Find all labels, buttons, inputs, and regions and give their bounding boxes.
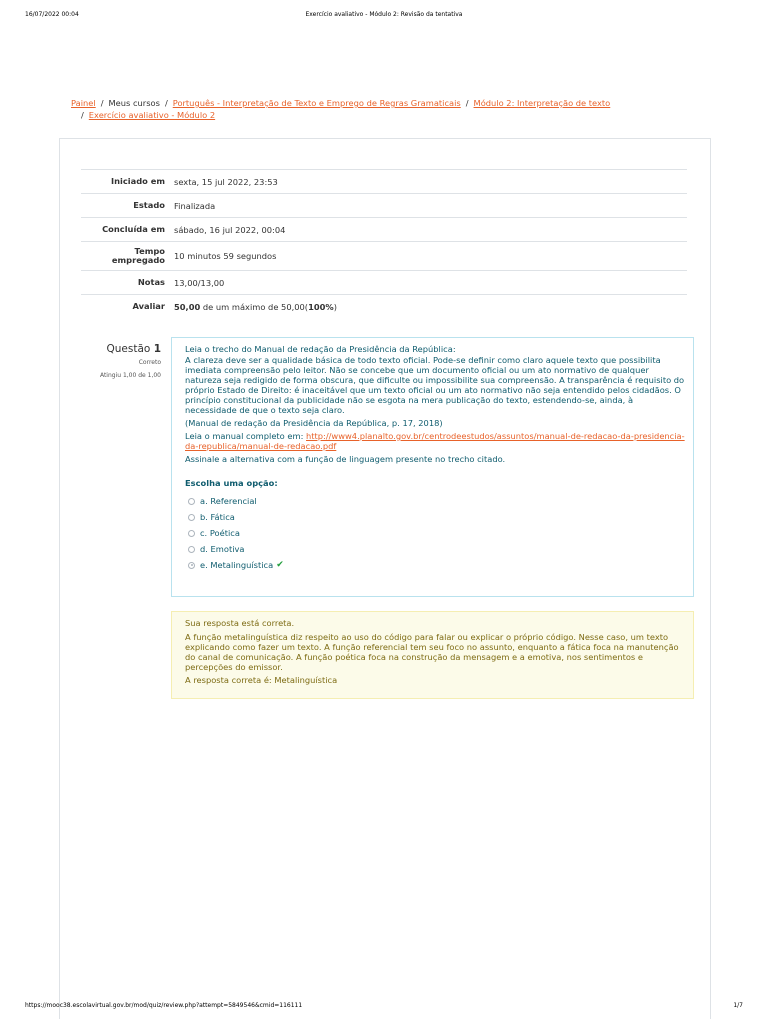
question-feedback [171,611,694,699]
choose-option-prompt: Escolha uma opção: [185,478,278,488]
answer-option[interactable]: c. Poética [185,525,687,541]
summary-row-completed [81,218,687,242]
grade-percent: 100% [308,301,334,312]
breadcrumb-separator: / [164,98,168,108]
feedback-right-answer: A resposta correta é: Metalinguística [185,675,338,685]
manual-link[interactable]: http://www4.planalto.gov.br/centrodeestudos/assuntos/manual-de-redacao-da-presidencia-da-republica/manual-de-redacao.pdf [185,431,685,451]
answer-option[interactable]: d. Emotiva [185,541,687,557]
summary-row-time-taken [81,242,687,271]
question-instruction: Assinale a alternativa com a função de linguagem presente no trecho citado. [185,454,506,464]
summary-label: Estado [133,200,165,210]
summary-label: Notas [137,277,165,287]
feedback-status: Sua resposta está correta. [185,618,295,628]
print-title: Exercício avaliativo - Módulo 2: Revisão da tentativa [305,11,463,18]
radio-button-checked[interactable] [188,562,195,569]
breadcrumb-separator: / [81,110,84,120]
summary-value: 13,00/13,00 [174,277,225,288]
radio-button[interactable] [188,514,195,521]
question-intro: Leia o trecho do Manual de redação da Presidência da República: [185,344,456,354]
breadcrumb-module[interactable]: Módulo 2: Interpretação de texto [473,98,611,108]
summary-label: Avaliar [132,301,165,312]
radio-button[interactable] [188,498,195,505]
summary-value: sexta, 15 jul 2022, 23:53 [174,176,278,187]
question-number: Questão 1 [106,343,161,355]
breadcrumb-meus-cursos: Meus cursos [108,98,160,108]
question-formulation [171,337,694,597]
breadcrumb-painel[interactable]: Painel [71,98,96,108]
breadcrumb-separator: / [100,98,104,108]
summary-value [171,295,687,319]
print-header [25,11,743,21]
grade-max: de um máximo de 50,00( [200,301,309,312]
check-icon: ✔ [276,560,284,570]
radio-button[interactable] [188,530,195,537]
summary-row-started [81,170,687,194]
attempt-summary-table [81,169,687,319]
question-grade: Atingiu 1,00 de 1,00 [99,372,161,379]
breadcrumb [71,97,631,121]
print-url: https://mooc38.escolavirtual.gov.br/mod/quiz/review.php?attempt=5849546&cmid=116111 [25,1002,303,1009]
summary-value: Finalizada [174,200,216,211]
summary-label: Iniciado em [111,176,165,186]
grade-score: 50,00 [174,301,201,312]
summary-row-state [81,194,687,218]
question-info [81,343,161,379]
summary-value: 10 minutos 59 segundos [174,251,277,261]
question-excerpt: A clareza deve ser a qualidade básica de todo texto oficial. Pode-se definir como claro aquele texto que possibilita imediata compreensão pelo leitor. Não se concebe que um documento oficial ou um ato normativo de qualquer natureza seja redigido de forma obscura, que dificulte ou impossibilite sua compreensão. A transparência é requisito do próprio Estado de Direito: é inaceitável que um texto oficial ou um ato normativo não seja entendido pelos cidadãos. O princípio constitucional da publicidade não se esgota na mera publicação do texto, estendendo-se, ainda, à necessidade de que o texto seja claro. [185,355,685,415]
answer-option[interactable]: b. Fática [185,509,687,525]
summary-label: Tempo empregado [111,246,165,265]
breadcrumb-quiz[interactable]: Exercício avaliativo - Módulo 2 [88,110,216,120]
breadcrumb-course[interactable]: Português - Interpretação de Texto e Emprego de Regras Gramaticais [172,98,461,108]
answer-option-selected[interactable]: e. Metalinguística ✔ [185,557,687,573]
print-datetime: 16/07/2022 00:04 [25,11,79,18]
radio-button[interactable] [188,546,195,553]
answer-option[interactable]: a. Referencial [185,493,687,509]
grade-close: ) [333,301,337,312]
print-page-number: 1/7 [733,1002,743,1009]
summary-label: Concluída em [102,224,165,234]
summary-row-grade [81,295,687,319]
feedback-explanation: A função metalinguística diz respeito ao uso do código para falar ou explicar o próprio código. Nesse caso, um texto explicando como fazer um texto. A função referencial tem seu foco no assunto, enquanto a fática foca na manutenção do canal de comunicação. A função poética foca na construção da mensagem e a emotiva, nos sentimentos e percepções do emissor. [185,632,679,672]
answer-options [185,493,687,573]
question-source: (Manual de redação da Presidência da República, p. 17, 2018) [185,418,443,428]
summary-value: sábado, 16 jul 2022, 00:04 [174,224,286,235]
breadcrumb-separator: / [465,98,469,108]
question-state: Correto [138,359,161,366]
question-manual-link-line: Leia o manual completo em: http://www4.planalto.gov.br/centrodeestudos/assuntos/manual-de-redacao-da-presidencia-da-republica/manual-de-redacao.pdf [185,431,685,451]
summary-row-marks [81,271,687,295]
